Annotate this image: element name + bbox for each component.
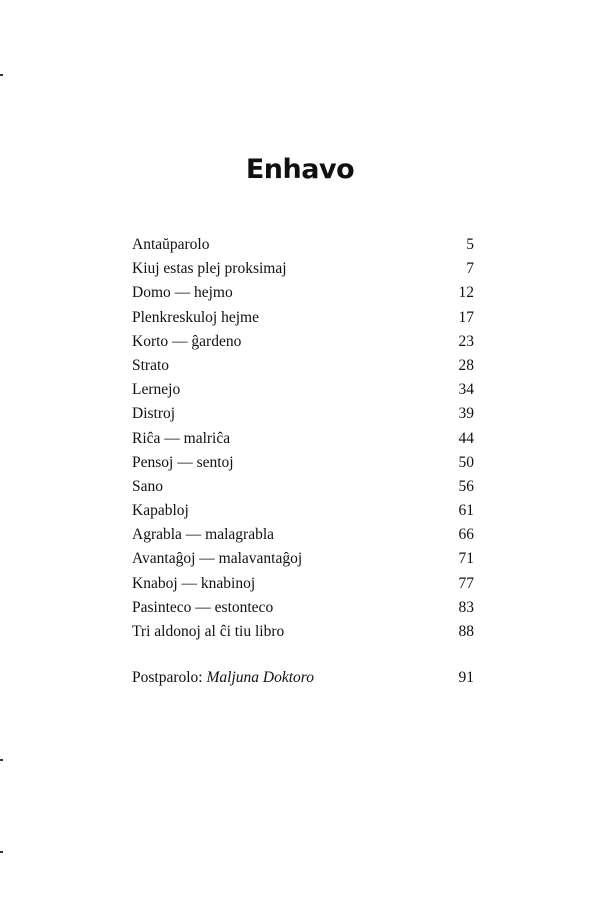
toc-entry-page: 39 xyxy=(458,405,474,423)
toc-entry xyxy=(132,499,474,523)
page-title: Enhavo xyxy=(245,154,355,186)
toc-entry-page: 23 xyxy=(458,332,474,350)
toc-entry-title: Kiuj estas plej proksimaj xyxy=(132,260,287,278)
toc-entry-title: Lernejo xyxy=(132,381,181,399)
toc-entry-title: Strato xyxy=(132,356,170,374)
toc-postscript-author: Maljuna Doktoro xyxy=(206,669,314,687)
toc-entry-page: 5 xyxy=(466,236,474,253)
toc-entry-title: Antaŭparolo xyxy=(132,236,210,253)
toc-entry-title: Kapabloj xyxy=(132,502,189,520)
toc-entry-title: Korto — ĝardeno xyxy=(132,332,242,350)
toc-entry xyxy=(132,475,474,499)
toc-entry-page: 28 xyxy=(458,356,474,374)
toc-entry-page: 71 xyxy=(458,550,474,568)
toc-entry xyxy=(132,427,474,451)
toc-entry-page: 12 xyxy=(458,284,474,302)
scan-speck xyxy=(0,759,3,761)
toc-entry-title: Pensoj — sentoj xyxy=(132,453,234,471)
toc-entry xyxy=(132,354,474,378)
toc-entry xyxy=(132,378,474,402)
toc-entry xyxy=(132,330,474,354)
toc-entry-title: Distroj xyxy=(132,405,176,423)
toc-entry-page: 17 xyxy=(458,308,474,326)
toc-entry-title: Pasinteco — estonteco xyxy=(132,598,274,616)
toc-entry xyxy=(132,572,474,596)
toc-entry xyxy=(132,451,474,475)
toc-entry-title: Knaboj — knabinoj xyxy=(132,574,256,592)
toc-entry-page: 34 xyxy=(458,381,474,399)
toc-entry xyxy=(132,523,474,547)
toc-entry-title: Plenkreskuloj hejme xyxy=(132,308,259,326)
toc-entry-title: Riĉa — malriĉa xyxy=(132,429,231,447)
table-of-contents xyxy=(132,233,474,690)
toc-entry-page: 61 xyxy=(458,502,474,520)
toc-entry xyxy=(132,620,474,644)
toc-entry-title: Avantaĝoj — malavantaĝoj xyxy=(132,550,303,568)
toc-postscript-label: Postparolo: xyxy=(132,669,203,687)
toc-entry xyxy=(132,402,474,426)
toc-entry-page: 66 xyxy=(458,526,474,544)
toc-entry xyxy=(132,596,474,620)
toc-entry xyxy=(132,233,474,257)
toc-entry-page: 56 xyxy=(458,477,474,495)
toc-entry-page: 83 xyxy=(458,598,474,616)
toc-entry-title: Sano xyxy=(132,477,163,495)
scan-speck xyxy=(0,851,3,853)
toc-entry-page: 7 xyxy=(466,260,474,278)
toc-entry-title: Domo — hejmo xyxy=(132,284,233,302)
toc-postscript-title xyxy=(132,666,314,690)
scan-speck xyxy=(0,74,3,76)
toc-spacer xyxy=(132,644,474,666)
toc-entry xyxy=(132,547,474,571)
toc-entry-title: Agrabla — malagrabla xyxy=(132,526,275,544)
toc-entry-page: 77 xyxy=(458,574,474,592)
toc-entry xyxy=(132,306,474,330)
toc-entry-postscript xyxy=(132,666,474,690)
toc-entry-page: 50 xyxy=(458,453,474,471)
toc-entry-page: 91 xyxy=(458,669,474,687)
toc-entry-page: 44 xyxy=(458,429,474,447)
toc-entry-title: Tri aldonoj al ĉi tiu libro xyxy=(132,623,285,640)
toc-entry xyxy=(132,281,474,305)
toc-entry xyxy=(132,257,474,281)
toc-entry-page: 88 xyxy=(458,623,474,640)
